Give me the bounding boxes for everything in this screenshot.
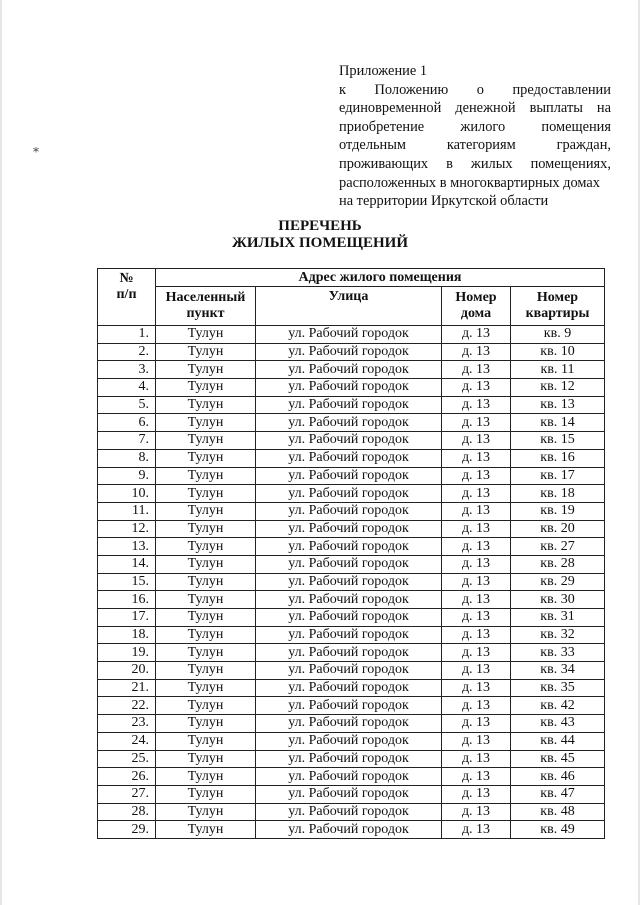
cell-locality: Тулун bbox=[156, 679, 256, 697]
appendix-line-justified bbox=[339, 155, 611, 174]
cell-apartment: кв. 42 bbox=[511, 697, 605, 715]
appendix-word: Положению bbox=[374, 81, 449, 98]
cell-street: ул. Рабочий городок bbox=[256, 449, 442, 467]
cell-street: ул. Рабочий городок bbox=[256, 520, 442, 538]
appendix-word: отдельным bbox=[339, 137, 407, 154]
cell-locality: Тулун bbox=[156, 750, 256, 768]
cell-apartment: кв. 31 bbox=[511, 609, 605, 627]
table-row bbox=[98, 626, 605, 644]
col-header-address: Адрес жилого помещения bbox=[156, 269, 605, 287]
table-row bbox=[98, 361, 605, 379]
cell-apartment: кв. 11 bbox=[511, 361, 605, 379]
cell-locality: Тулун bbox=[156, 361, 256, 379]
appendix-line: расположенных в многоквартирных домах bbox=[339, 174, 601, 191]
cell-number: 6. bbox=[98, 414, 156, 432]
appendix-line-justified bbox=[339, 136, 611, 155]
table-row bbox=[98, 697, 605, 715]
cell-locality: Тулун bbox=[156, 803, 256, 821]
table-row bbox=[98, 538, 605, 556]
appendix-word: граждан, bbox=[556, 137, 611, 154]
cell-number: 18. bbox=[98, 626, 156, 644]
cell-number: 29. bbox=[98, 821, 156, 839]
cell-house: д. 13 bbox=[442, 626, 511, 644]
cell-locality: Тулун bbox=[156, 573, 256, 591]
appendix-word: категориям bbox=[446, 137, 516, 154]
cell-locality: Тулун bbox=[156, 343, 256, 361]
cell-house: д. 13 bbox=[442, 343, 511, 361]
appendix-line-justified bbox=[339, 118, 611, 137]
appendix-word: приобретение bbox=[339, 118, 425, 135]
col-header-apartment bbox=[511, 287, 605, 326]
cell-locality: Тулун bbox=[156, 379, 256, 397]
cell-street: ул. Рабочий городок bbox=[256, 768, 442, 786]
cell-street: ул. Рабочий городок bbox=[256, 662, 442, 680]
cell-number: 11. bbox=[98, 502, 156, 520]
cell-number: 8. bbox=[98, 449, 156, 467]
cell-number: 3. bbox=[98, 361, 156, 379]
cell-street: ул. Рабочий городок bbox=[256, 821, 442, 839]
cell-number: 7. bbox=[98, 432, 156, 450]
cell-street: ул. Рабочий городок bbox=[256, 591, 442, 609]
cell-house: д. 13 bbox=[442, 396, 511, 414]
housing-list-table bbox=[97, 268, 605, 839]
header-apartment-text: Номер квартиры bbox=[525, 290, 590, 321]
cell-apartment: кв. 12 bbox=[511, 379, 605, 397]
appendix-word: помещения bbox=[541, 118, 611, 135]
cell-house: д. 13 bbox=[442, 821, 511, 839]
cell-apartment: кв. 16 bbox=[511, 449, 605, 467]
cell-number: 10. bbox=[98, 485, 156, 503]
table-row bbox=[98, 520, 605, 538]
appendix-line: на территории Иркутской области bbox=[339, 193, 549, 210]
table-row bbox=[98, 414, 605, 432]
cell-locality: Тулун bbox=[156, 538, 256, 556]
cell-street: ул. Рабочий городок bbox=[256, 538, 442, 556]
table-row bbox=[98, 343, 605, 361]
cell-house: д. 13 bbox=[442, 502, 511, 520]
table-body bbox=[98, 326, 605, 839]
document-subtitle: ЖИЛЫХ ПОМЕЩЕНИЙ bbox=[232, 235, 408, 251]
cell-number: 24. bbox=[98, 732, 156, 750]
cell-number: 4. bbox=[98, 379, 156, 397]
cell-street: ул. Рабочий городок bbox=[256, 379, 442, 397]
cell-locality: Тулун bbox=[156, 485, 256, 503]
table-row bbox=[98, 609, 605, 627]
cell-number: 1. bbox=[98, 326, 156, 344]
cell-number: 21. bbox=[98, 679, 156, 697]
cell-street: ул. Рабочий городок bbox=[256, 785, 442, 803]
cell-apartment: кв. 32 bbox=[511, 626, 605, 644]
cell-number: 28. bbox=[98, 803, 156, 821]
cell-house: д. 13 bbox=[442, 750, 511, 768]
cell-number: 20. bbox=[98, 662, 156, 680]
cell-apartment: кв. 10 bbox=[511, 343, 605, 361]
cell-house: д. 13 bbox=[442, 432, 511, 450]
cell-street: ул. Рабочий городок bbox=[256, 326, 442, 344]
col-header-number bbox=[98, 269, 156, 326]
cell-house: д. 13 bbox=[442, 785, 511, 803]
cell-locality: Тулун bbox=[156, 326, 256, 344]
cell-apartment: кв. 30 bbox=[511, 591, 605, 609]
cell-street: ул. Рабочий городок bbox=[256, 697, 442, 715]
cell-locality: Тулун bbox=[156, 644, 256, 662]
cell-apartment: кв. 44 bbox=[511, 732, 605, 750]
cell-apartment: кв. 47 bbox=[511, 785, 605, 803]
cell-apartment: кв. 43 bbox=[511, 715, 605, 733]
cell-house: д. 13 bbox=[442, 662, 511, 680]
cell-house: д. 13 bbox=[442, 644, 511, 662]
cell-apartment: кв. 15 bbox=[511, 432, 605, 450]
appendix-note bbox=[339, 62, 611, 211]
cell-apartment: кв. 9 bbox=[511, 326, 605, 344]
cell-house: д. 13 bbox=[442, 326, 511, 344]
scan-edge-left bbox=[0, 0, 2, 905]
cell-street: ул. Рабочий городок bbox=[256, 644, 442, 662]
cell-number: 2. bbox=[98, 343, 156, 361]
table-row bbox=[98, 396, 605, 414]
cell-locality: Тулун bbox=[156, 626, 256, 644]
cell-street: ул. Рабочий городок bbox=[256, 485, 442, 503]
cell-number: 5. bbox=[98, 396, 156, 414]
cell-number: 19. bbox=[98, 644, 156, 662]
cell-number: 9. bbox=[98, 467, 156, 485]
table-row bbox=[98, 573, 605, 591]
cell-house: д. 13 bbox=[442, 361, 511, 379]
table-row bbox=[98, 750, 605, 768]
cell-locality: Тулун bbox=[156, 591, 256, 609]
cell-street: ул. Рабочий городок bbox=[256, 750, 442, 768]
cell-house: д. 13 bbox=[442, 467, 511, 485]
table-row bbox=[98, 485, 605, 503]
cell-number: 15. bbox=[98, 573, 156, 591]
appendix-word: денежной bbox=[455, 100, 516, 117]
table-row bbox=[98, 715, 605, 733]
cell-number: 13. bbox=[98, 538, 156, 556]
appendix-word: о bbox=[476, 81, 484, 98]
cell-locality: Тулун bbox=[156, 520, 256, 538]
cell-locality: Тулун bbox=[156, 732, 256, 750]
appendix-word: помещениях, bbox=[530, 155, 611, 172]
appendix-word: проживающих bbox=[339, 155, 429, 172]
table-row bbox=[98, 679, 605, 697]
header-number-text: № п/п bbox=[116, 271, 137, 302]
cell-apartment: кв. 49 bbox=[511, 821, 605, 839]
cell-apartment: кв. 46 bbox=[511, 768, 605, 786]
cell-number: 16. bbox=[98, 591, 156, 609]
cell-house: д. 13 bbox=[442, 520, 511, 538]
appendix-word: на bbox=[596, 100, 611, 117]
cell-locality: Тулун bbox=[156, 697, 256, 715]
table-row bbox=[98, 768, 605, 786]
cell-street: ул. Рабочий городок bbox=[256, 573, 442, 591]
cell-house: д. 13 bbox=[442, 573, 511, 591]
table-row bbox=[98, 644, 605, 662]
cell-house: д. 13 bbox=[442, 803, 511, 821]
document-title: ПЕРЕЧЕНЬ bbox=[278, 218, 362, 234]
cell-locality: Тулун bbox=[156, 821, 256, 839]
cell-house: д. 13 bbox=[442, 414, 511, 432]
cell-locality: Тулун bbox=[156, 609, 256, 627]
cell-street: ул. Рабочий городок bbox=[256, 679, 442, 697]
cell-apartment: кв. 45 bbox=[511, 750, 605, 768]
cell-house: д. 13 bbox=[442, 679, 511, 697]
cell-apartment: кв. 29 bbox=[511, 573, 605, 591]
cell-locality: Тулун bbox=[156, 768, 256, 786]
table-row bbox=[98, 821, 605, 839]
cell-apartment: кв. 28 bbox=[511, 555, 605, 573]
cell-street: ул. Рабочий городок bbox=[256, 396, 442, 414]
cell-locality: Тулун bbox=[156, 662, 256, 680]
cell-apartment: кв. 20 bbox=[511, 520, 605, 538]
cell-locality: Тулун bbox=[156, 502, 256, 520]
cell-locality: Тулун bbox=[156, 467, 256, 485]
cell-number: 17. bbox=[98, 609, 156, 627]
table-row bbox=[98, 803, 605, 821]
cell-street: ул. Рабочий городок bbox=[256, 803, 442, 821]
cell-apartment: кв. 17 bbox=[511, 467, 605, 485]
table-row bbox=[98, 502, 605, 520]
cell-house: д. 13 bbox=[442, 555, 511, 573]
appendix-word: единовременной bbox=[339, 100, 442, 117]
cell-number: 12. bbox=[98, 520, 156, 538]
cell-street: ул. Рабочий городок bbox=[256, 732, 442, 750]
cell-number: 23. bbox=[98, 715, 156, 733]
cell-number: 25. bbox=[98, 750, 156, 768]
table-row bbox=[98, 379, 605, 397]
cell-apartment: кв. 27 bbox=[511, 538, 605, 556]
cell-street: ул. Рабочий городок bbox=[256, 467, 442, 485]
cell-street: ул. Рабочий городок bbox=[256, 609, 442, 627]
table-row bbox=[98, 785, 605, 803]
cell-locality: Тулун bbox=[156, 432, 256, 450]
table-row bbox=[98, 432, 605, 450]
cell-apartment: кв. 13 bbox=[511, 396, 605, 414]
col-header-house bbox=[442, 287, 511, 326]
appendix-word: к bbox=[339, 81, 346, 98]
cell-house: д. 13 bbox=[442, 591, 511, 609]
cell-locality: Тулун bbox=[156, 396, 256, 414]
cell-apartment: кв. 35 bbox=[511, 679, 605, 697]
cell-street: ул. Рабочий городок bbox=[256, 343, 442, 361]
cell-locality: Тулун bbox=[156, 715, 256, 733]
appendix-word: выплаты bbox=[529, 100, 583, 117]
cell-apartment: кв. 34 bbox=[511, 662, 605, 680]
cell-street: ул. Рабочий городок bbox=[256, 555, 442, 573]
cell-street: ул. Рабочий городок bbox=[256, 626, 442, 644]
cell-house: д. 13 bbox=[442, 538, 511, 556]
cell-apartment: кв. 18 bbox=[511, 485, 605, 503]
appendix-word: в bbox=[446, 155, 453, 172]
cell-street: ул. Рабочий городок bbox=[256, 414, 442, 432]
appendix-line: Приложение 1 bbox=[339, 63, 428, 79]
cell-number: 27. bbox=[98, 785, 156, 803]
appendix-word: жилых bbox=[470, 155, 513, 172]
appendix-word: предоставлении bbox=[512, 81, 611, 98]
table-row bbox=[98, 732, 605, 750]
table-row bbox=[98, 662, 605, 680]
cell-house: д. 13 bbox=[442, 768, 511, 786]
cell-number: 26. bbox=[98, 768, 156, 786]
cell-apartment: кв. 19 bbox=[511, 502, 605, 520]
table-row bbox=[98, 555, 605, 573]
appendix-line-justified bbox=[339, 81, 611, 100]
cell-street: ул. Рабочий городок bbox=[256, 715, 442, 733]
cell-house: д. 13 bbox=[442, 609, 511, 627]
cell-locality: Тулун bbox=[156, 449, 256, 467]
cell-number: 22. bbox=[98, 697, 156, 715]
header-locality-text: Населенный пункт bbox=[165, 290, 246, 321]
scan-speck: ⁎ bbox=[33, 141, 39, 155]
col-header-locality bbox=[156, 287, 256, 326]
cell-house: д. 13 bbox=[442, 697, 511, 715]
cell-house: д. 13 bbox=[442, 715, 511, 733]
cell-locality: Тулун bbox=[156, 414, 256, 432]
table-row bbox=[98, 591, 605, 609]
cell-house: д. 13 bbox=[442, 379, 511, 397]
cell-house: д. 13 bbox=[442, 449, 511, 467]
appendix-line-justified bbox=[339, 99, 611, 118]
table-row bbox=[98, 467, 605, 485]
cell-number: 14. bbox=[98, 555, 156, 573]
table-row bbox=[98, 449, 605, 467]
cell-apartment: кв. 48 bbox=[511, 803, 605, 821]
col-header-street: Улица bbox=[256, 287, 442, 326]
cell-street: ул. Рабочий городок bbox=[256, 361, 442, 379]
cell-locality: Тулун bbox=[156, 785, 256, 803]
cell-locality: Тулун bbox=[156, 555, 256, 573]
cell-street: ул. Рабочий городок bbox=[256, 432, 442, 450]
cell-house: д. 13 bbox=[442, 485, 511, 503]
cell-house: д. 13 bbox=[442, 732, 511, 750]
cell-apartment: кв. 14 bbox=[511, 414, 605, 432]
header-house-text: Номер дома bbox=[455, 290, 497, 321]
appendix-word: жилого bbox=[460, 118, 506, 135]
cell-apartment: кв. 33 bbox=[511, 644, 605, 662]
table-row bbox=[98, 326, 605, 344]
cell-street: ул. Рабочий городок bbox=[256, 502, 442, 520]
